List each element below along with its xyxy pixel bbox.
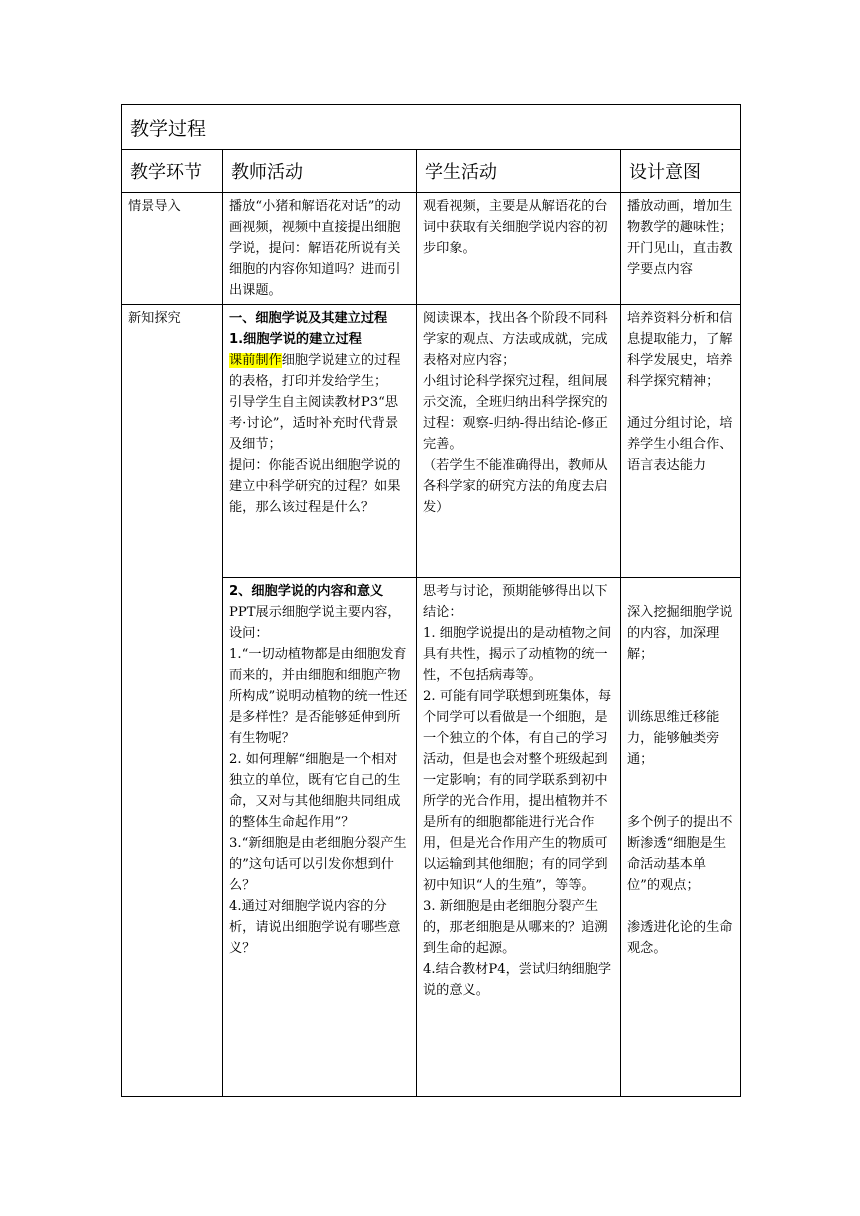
header-student-activity: 学生活动: [417, 150, 621, 193]
row3-student-a3: 3. 新细胞是由老细胞分裂产生的，那老细胞是从哪来的？追溯到生命的起源。: [423, 899, 608, 956]
row3-student-a2: 2. 可能有同学联想到班集体，每个同学可以看做是一个细胞，是一个独立的个体，有自己的学习活动，但是也会对整个班级起到一定影响；有的同学联系到初中所学的光合作用，提出植物并不是所有的细胞都能进行光合作用，但是光合作用产生的物质可以运输到其他细胞；有的同学到初中知识“人的生殖”，等等。: [423, 689, 612, 893]
row2-teacher-p3: 提问：你能否说出细胞学说的建立中科学研究的过程？如果能，那么该过程是什么？: [229, 458, 401, 515]
row3-intent-p1: 深入挖掘细胞学说的内容，加深理解；: [627, 605, 733, 662]
header-stage: 教学环节: [122, 150, 223, 193]
row2-student-p3: （若学生不能准确得出，教师从各科学家的研究方法的角度去启发）: [423, 458, 608, 515]
teaching-process-table: [121, 104, 741, 1097]
row2-teacher-heading2: 1.细胞学说的建立过程: [229, 332, 362, 347]
row2-intent: [621, 305, 741, 578]
row3-teacher-q1: 1.“一切动植物都是由细胞发育而来的，并由细胞和细胞产物所构成”说明动植物的统一性还是多样性？是否能够延伸到所有生物呢？: [229, 647, 408, 746]
row3-intent-p3: 多个例子的提出不断渗透“细胞是生命活动基本单位”的观点；: [627, 815, 733, 893]
row2-teacher-p1: [229, 350, 410, 392]
row1-stage: 情景导入: [122, 193, 223, 305]
row3-student-p1: 思考与讨论，预期能够得出以下结论：: [423, 584, 608, 620]
row2-intent-p1: 培养资料分析和信息提取能力，了解科学发展史，培养科学探究精神；: [627, 311, 733, 389]
row1-student: 观看视频，主要是从解语花的台词中获取有关细胞学说内容的初步印象。: [417, 193, 621, 305]
row1-intent: 播放动画，增加生物教学的趣味性；开门见山，直击教学要点内容: [621, 193, 741, 305]
row2-teacher-heading1: 一、细胞学说及其建立过程: [229, 311, 388, 326]
row1-teacher: 播放“小猪和解语花对话”的动画视频，视频中直接提出细胞学说，提问：解语花所说有关细胞的内容你知道吗？进而引出课题。: [223, 193, 417, 305]
table-title: 教学过程: [122, 105, 741, 150]
highlighted-text: 课前制作: [229, 353, 282, 368]
row3-teacher-q4: 4.通过对细胞学说内容的分析，请说出细胞学说有哪些意义？: [229, 899, 401, 956]
row2-teacher-p2: 引导学生自主阅读教材P3“思考·讨论”，适时补充时代背景及细节；: [229, 395, 399, 452]
row2-teacher: [223, 305, 417, 578]
row2-intent-p2: 通过分组讨论，培养学生小组合作、语言表达能力: [627, 416, 733, 473]
row2-stage: 新知探究: [122, 305, 223, 1097]
row3-intent-p4: 渗透进化论的生命观念。: [627, 920, 733, 956]
row2-student-p2: 小组讨论科学探究过程，组间展示交流，全班归纳出科学探究的过程：观察-归纳-得出结论-修正完善。: [423, 374, 608, 452]
row2-student-p1: 阅读课本，找出各个阶段不同科学家的观点、方法或成就，完成表格对应内容；: [423, 311, 608, 368]
header-teacher-activity: 教师活动: [223, 150, 417, 193]
row3-teacher: [223, 578, 417, 1097]
row3-teacher-q2: 2. 如何理解“细胞是一个相对独立的单位，既有它自己的生命，又对与其他细胞共同组成的整体生命起作用”？: [229, 752, 401, 830]
header-design-intent: 设计意图: [621, 150, 741, 193]
row3-intent-p2: 训练思维迁移能力，能够触类旁通；: [627, 710, 720, 767]
row2-teacher-p1-rest: 细胞学说建立的过程的表格，打印并发给学生；: [229, 353, 401, 389]
row3-teacher-heading: 2、细胞学说的内容和意义: [229, 584, 384, 599]
row2-student: [417, 305, 621, 578]
row3-student-a4: 4.结合教材P4，尝试归纳细胞学说的意义。: [423, 962, 612, 998]
row3-student: [417, 578, 621, 1097]
row3-intent: [621, 578, 741, 1097]
row3-teacher-p1: PPT展示细胞学说主要内容，设问：: [229, 605, 401, 641]
row3-student-a1: 1. 细胞学说提出的是动植物之间具有共性，揭示了动植物的统一性，不包括病毒等。: [423, 626, 612, 683]
row3-teacher-q3: 3.“新细胞是由老细胞分裂产生的”这句话可以引发你想到什么？: [229, 836, 407, 893]
